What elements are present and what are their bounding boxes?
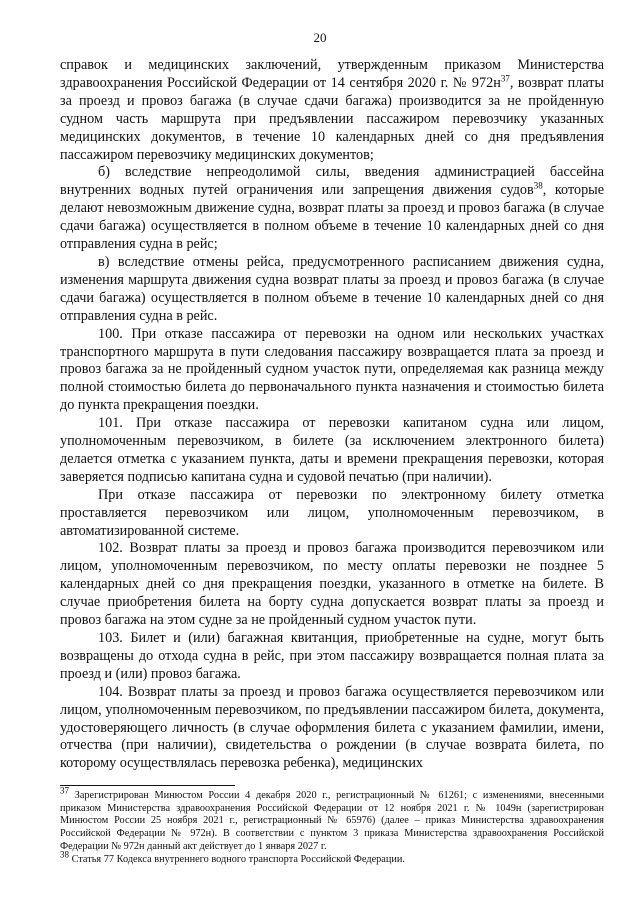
- text-run: 103. Билет и (или) багажная квитанция, приобретенные на судне, могут быть возвращены до отхода судна в рейс, при этом пассажиру возвращается полная плата за проезд и (или) провоз багажа.: [60, 630, 604, 682]
- text-run: 102. Возврат платы за проезд и провоз багажа производится перевозчиком или лицом, уполномоченным перевозчиком, по месту оплаты перевозки не позднее 5 календарных дней со дня прекращения поездки, указанного в отметке на билете. В случае приобретения билета на борту судна допускается возврат платы за проезд и провоз багажа на этом судне за не пройденный судном участок пути.: [60, 540, 604, 629]
- text-run: , которые делают невозможным движение судна, возврат платы за проезд и провоз багажа (в случае сдачи багажа) осуществляется в полном объеме в течение 10 календарных дней со дня отправления судна в рейс;: [60, 182, 604, 253]
- footnote-37: [60, 785, 604, 854]
- paragraph-103: [60, 630, 604, 684]
- footnote-marker-37: 37: [60, 785, 69, 796]
- text-run: в) вследствие отмены рейса, предусмотренного расписанием движения судна, изменения маршрута движения судна возврат платы за проезд и провоз багажа (в случае сдачи багажа) осуществляется в полном объеме в течение 10 календарных дней со дня отправления судна в рейс.: [60, 253, 604, 324]
- footnote-text: Зарегистрирован Минюстом России 4 декабря 2020 г., регистрационный № 61261; с изменениями, внесенными приказом Министерства здравоохранения Российской Федерации от 12 ноября 2021 г. № 1049н (зарегистрирован Минюстом России 25 ноября 2021 г., регистрационный № 65976) (далее – приказ Министерства здравоохранения Российской Федерации № 972н). В соответствии с пунктом 3 приказа Министерства здравоохранения Российской Федерации № 972н данный акт действует до 1 января 2027 г.: [60, 790, 604, 852]
- paragraph-v: [60, 254, 604, 326]
- footnote-separator: [60, 785, 235, 786]
- footnote-marker-38: 38: [60, 849, 69, 860]
- paragraph-101: [60, 415, 604, 487]
- text-run: , возврат платы за проезд и провоз багажа (в случае сдачи багажа) производится за не пройденную судном часть маршрута при предъявлении пассажиром перевозчику указанных медицинских документов, в течение 10 календарных дней со дня предъявления пассажиром перевозчику медицинских документов;: [60, 74, 604, 163]
- paragraph-100: [60, 326, 604, 416]
- footnotes: [60, 785, 604, 866]
- text-run: 101. При отказе пассажира от перевозки капитаном судна или лицом, уполномоченным перевозчиком, в билете (за исключением электронного билета) делается отметка с указанием пункта, даты и времени прекращения перевозки, которая заверяется подписью капитана судна и судовой печатью (при наличии).: [60, 415, 604, 485]
- paragraph-101-electronic: [60, 487, 604, 541]
- text-run: б) вследствие непреодолимой силы, введения администрацией бассейна внутренних водных путей ограничения или запрещения движения судов: [60, 164, 604, 199]
- paragraph-102: [60, 540, 604, 630]
- paragraph-b: [60, 164, 604, 254]
- text-run: 100. При отказе пассажира от перевозки на одном или нескольких участках транспортного маршрута в пути следования пассажиру возвращается плата за проезд и провоз багажа за не пройденный судном участок пути, определяемая как разница между полной стоимостью билета до первоначального пункта назначения и стоимостью билета до пункта прекращения поездки.: [60, 325, 604, 414]
- footnote-ref-38: 38: [533, 180, 543, 191]
- text-run: 104. Возврат платы за проезд и провоз багажа осуществляется перевозчиком или лицом, уполномоченным перевозчиком, по предъявлении пассажиром билета, документа, удостоверяющего личность (в случае оформления билета с указанием фамилии, имени, отчества (при наличии), свидетельства о рождении (в случае возврата билета, по которому осуществлялась перевозка ребенка), медицинских: [60, 683, 604, 772]
- footnote-38: [60, 849, 604, 867]
- main-text: [60, 57, 604, 773]
- footnote-ref-37: 37: [500, 73, 510, 84]
- paragraph-104: [60, 684, 604, 774]
- paragraph-continuation: [60, 57, 604, 164]
- text-run: справок и медицинских заключений, утвержденным приказом Министерства здравоохранения Российской Федерации от 14 сентября 2020 г. № 972н: [60, 57, 604, 91]
- text-run: При отказе пассажира от перевозки по электронному билету отметка проставляется перевозчиком или лицом, уполномоченным перевозчиком, в автоматизированной системе.: [60, 486, 604, 539]
- page-number: 20: [313, 30, 327, 45]
- footnote-text: Статья 77 Кодекса внутреннего водного транспорта Российской Федерации.: [69, 853, 405, 865]
